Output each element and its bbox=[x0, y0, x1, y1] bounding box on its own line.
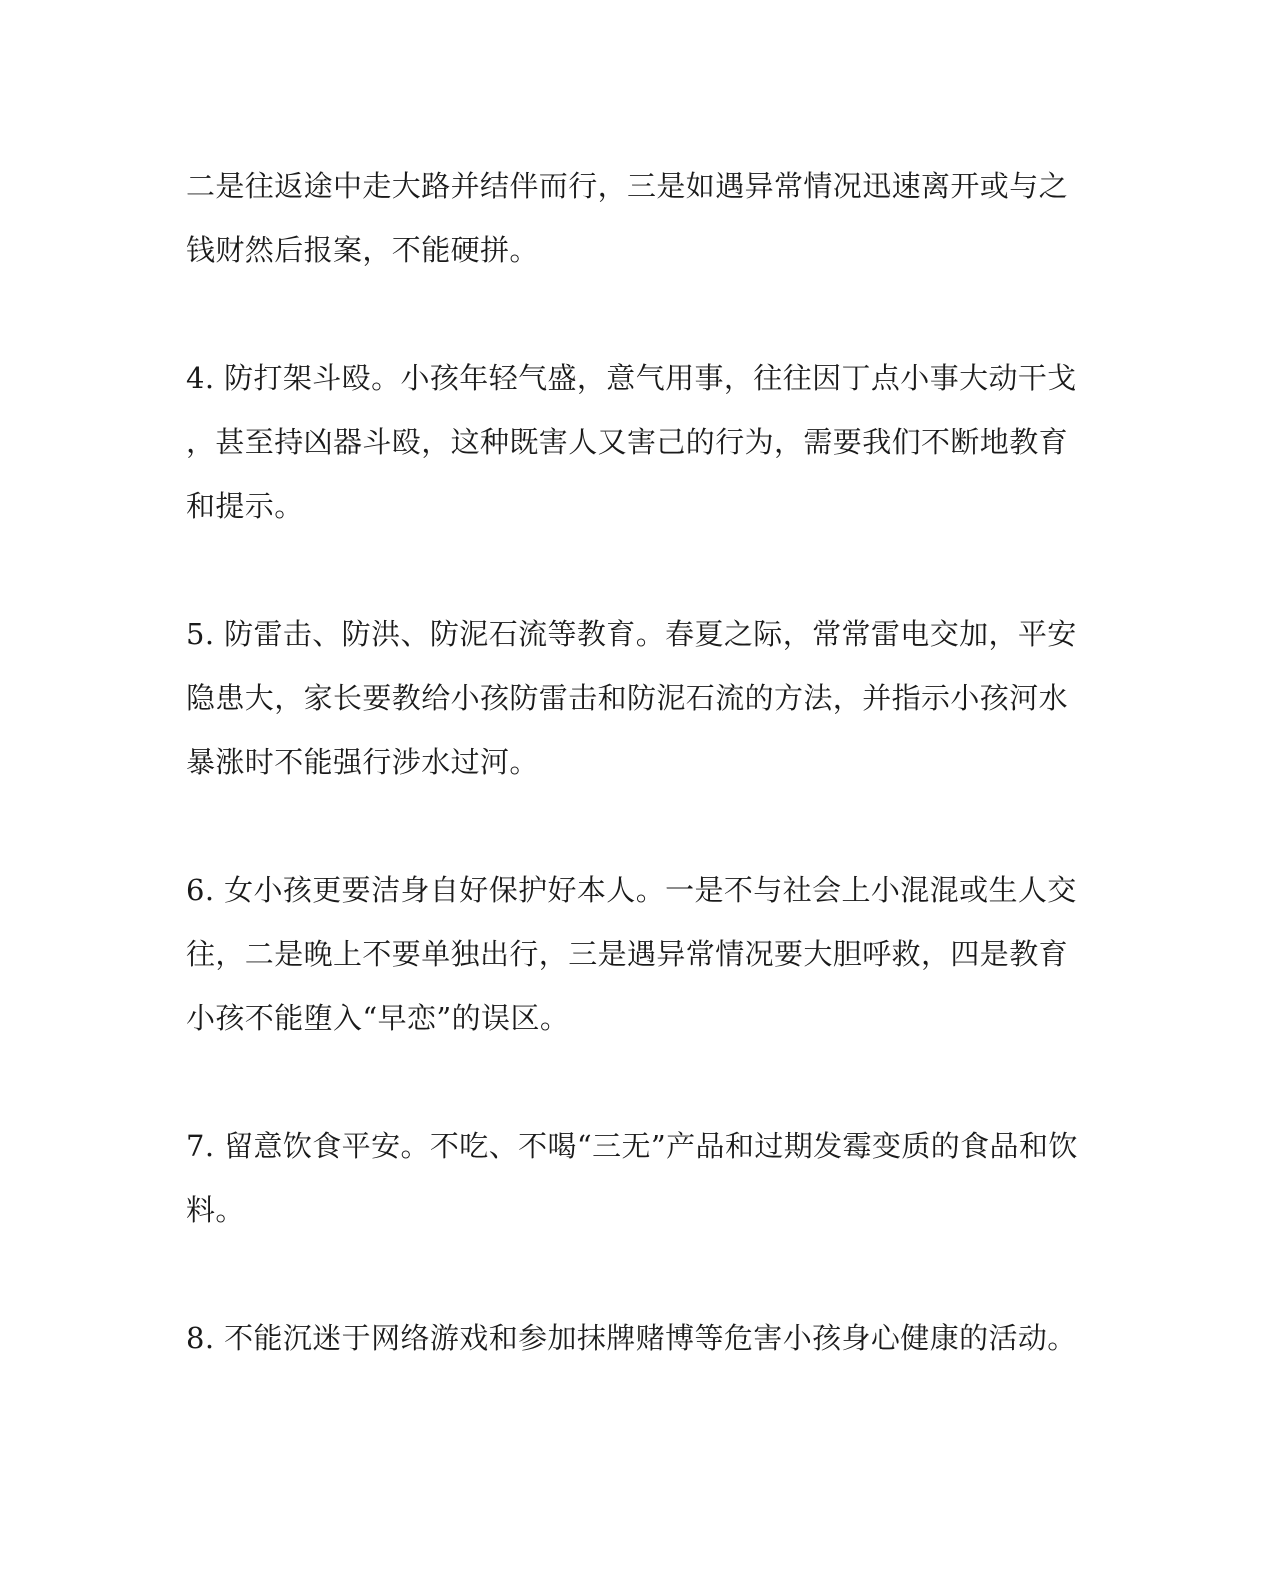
paragraph-4-line-1: 6. 女小孩更要洁身自好保护好本人。一是不与社会上小混混或生人交 bbox=[186, 873, 1077, 907]
paragraph-3-line-3: 暴涨时不能强行涉水过河。 bbox=[186, 745, 539, 779]
paragraph-3-line-2: 隐患大，家长要教给小孩防雷击和防泥石流的方法，并指示小孩河水 bbox=[186, 681, 1069, 715]
paragraph-2-line-3: 和提示。 bbox=[186, 489, 304, 523]
paragraph-4-line-2: 往，二是晚上不要单独出行，三是遇异常情况要大胆呼救，四是教育 bbox=[186, 937, 1069, 971]
paragraph-5-line-1: 7. 留意饮食平安。不吃、不喝“三无”产品和过期发霉变质的食品和饮 bbox=[186, 1129, 1078, 1163]
paragraph-6-line-1: 8. 不能沉迷于网络游戏和参加抹牌赌博等危害小孩身心健康的活动。 bbox=[186, 1321, 1077, 1355]
paragraph-5-line-2: 料。 bbox=[186, 1193, 245, 1227]
paragraph-2-line-2: ，甚至持凶器斗殴，这种既害人又害己的行为，需要我们不断地教育 bbox=[186, 425, 1069, 459]
paragraph-1-line-2: 钱财然后报案，不能硬拼。 bbox=[186, 233, 539, 267]
paragraph-1-line-1: 二是往返途中走大路并结伴而行，三是如遇异常情况迅速离开或与之 bbox=[186, 169, 1069, 203]
paragraph-4-line-3: 小孩不能堕入“早恋”的误区。 bbox=[186, 1001, 570, 1035]
paragraph-2-line-1: 4. 防打架斗殴。小孩年轻气盛，意气用事，往往因丁点小事大动干戈 bbox=[186, 361, 1077, 395]
paragraph-3-line-1: 5. 防雷击、防洪、防泥石流等教育。春夏之际，常常雷电交加，平安 bbox=[186, 617, 1077, 651]
